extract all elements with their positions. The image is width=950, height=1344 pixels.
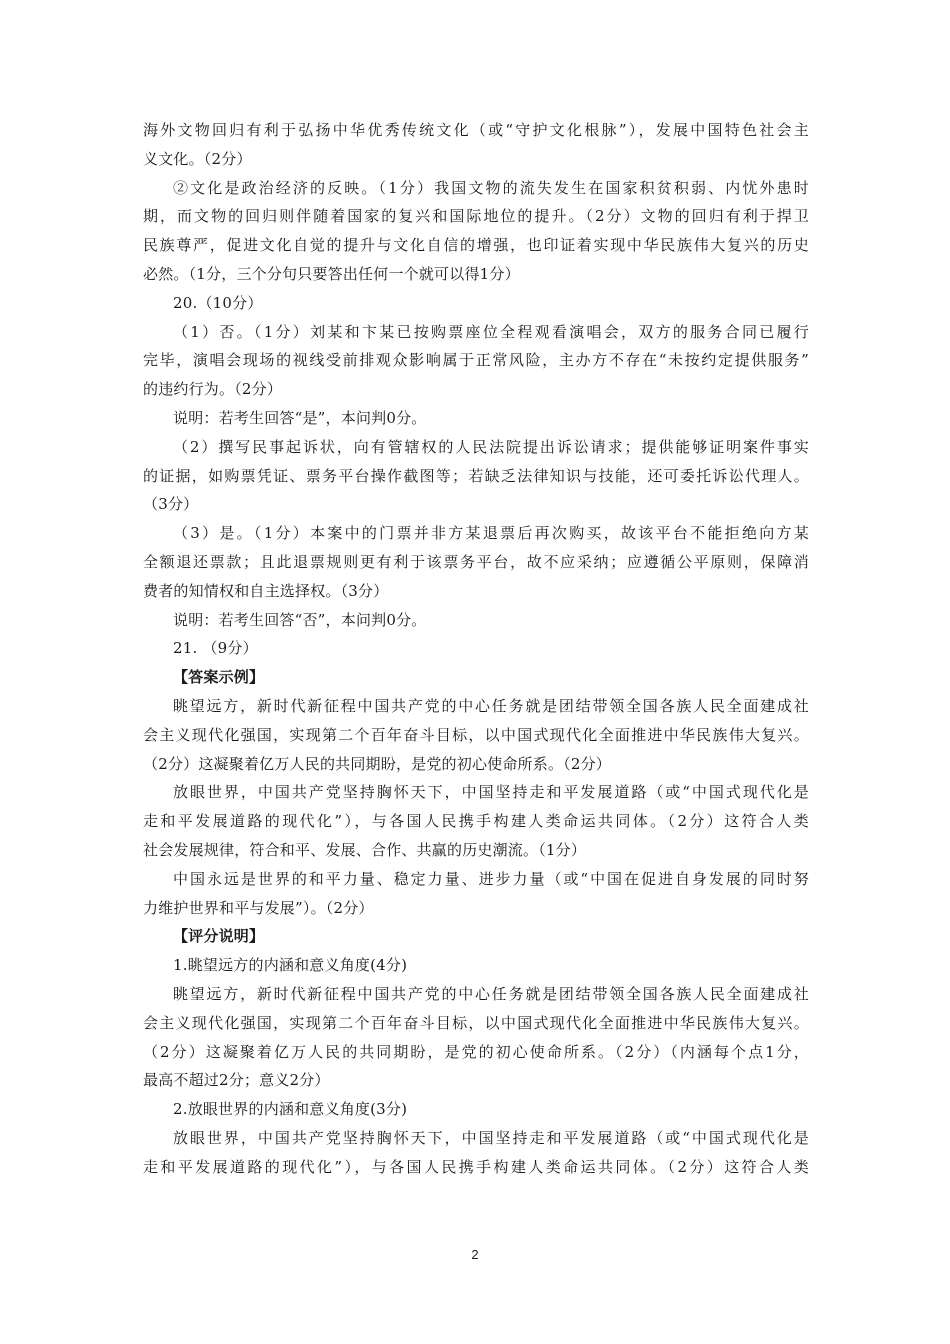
text-line: 民族尊严，促进文化自觉的提升与文化自信的增强，也印证着实现中华民族伟大复兴的历史: [143, 236, 809, 255]
text-line: （3分）: [143, 495, 199, 514]
text-line: 放眼世界，中国共产党坚持胸怀天下，中国坚持走和平发展道路（或“中国式现代化是: [173, 783, 809, 802]
text-line: 义文化。（2分）: [143, 149, 252, 168]
text-line: 中国永远是世界的和平力量、稳定力量、进步力量（或“中国在促进自身发展的同时努: [173, 869, 809, 888]
note-line: 说明：若考生回答“否”，本问判0分。: [173, 610, 427, 629]
text-line: 期，而文物的回归则伴随着国家的复兴和国际地位的提升。（2分）文物的回归有利于捍卫: [143, 207, 809, 226]
text-line: ②文化是政治经济的反映。（1分）我国文物的流失发生在国家积贫积弱、内忧外患时: [173, 178, 809, 197]
text-line: （2分）这凝聚着亿万人民的共同期盼，是党的初心使命所系。（2分）（内涵每个点1分，: [143, 1042, 809, 1061]
text-line: 会主义现代化强国，实现第二个百年奋斗目标，以中国式现代化全面推进中华民族伟大复兴。: [143, 725, 809, 744]
section-heading-scoring-notes: 【评分说明】: [173, 927, 265, 946]
section-heading-answer-example: 【答案示例】: [173, 668, 265, 687]
text-line: 全额退还票款；且此退票规则更有利于该票务平台，故不应采纳；应遵循公平原则，保障消: [143, 552, 809, 571]
text-line: 走和平发展道路的现代化”），与各国人民携手构建人类命运共同体。（2分）这符合人类: [143, 1157, 809, 1176]
text-line: （1）否。（1分）刘某和卞某已按购票座位全程观看演唱会，双方的服务合同已履行: [173, 322, 809, 341]
text-line: 的证据，如购票凭证、票务平台操作截图等；若缺乏法律知识与技能，还可委托诉讼代理人。: [143, 466, 809, 485]
page-number: 2: [471, 1247, 479, 1262]
text-line: 放眼世界，中国共产党坚持胸怀天下，中国坚持走和平发展道路（或“中国式现代化是: [173, 1128, 809, 1147]
text-line: 走和平发展道路的现代化”），与各国人民携手构建人类命运共同体。（2分）这符合人类: [143, 812, 809, 831]
note-line: 说明：若考生回答“是”，本问判0分。: [173, 408, 427, 427]
document-body: [143, 116, 809, 1181]
text-line: （3）是。（1分）本案中的门票并非方某退票后再次购买，故该平台不能拒绝向方某: [173, 524, 809, 543]
text-line: 力维护世界和平与发展”）。（2分）: [143, 898, 374, 917]
text-line: （2）撰写民事起诉状，向有管辖权的人民法院提出诉讼请求；提供能够证明案件事实: [173, 437, 809, 456]
text-line: 眺望远方，新时代新征程中国共产党的中心任务就是团结带领全国各族人民全面建成社: [173, 696, 809, 715]
text-line: 2.放眼世界的内涵和意义角度(3分): [173, 1100, 408, 1119]
text-line: （2分）这凝聚着亿万人民的共同期盼，是党的初心使命所系。（2分）: [143, 754, 611, 773]
text-line: 最高不超过2分；意义2分）: [143, 1071, 330, 1090]
text-line: 会主义现代化强国，实现第二个百年奋斗目标，以中国式现代化全面推进中华民族伟大复兴。: [143, 1013, 809, 1032]
text-line: 海外文物回归有利于弘扬中华优秀传统文化（或“守护文化根脉”），发展中国特色社会主: [143, 121, 809, 139]
text-line: 的违约行为。（2分）: [143, 380, 283, 399]
question-number: 20.（10分）: [173, 293, 263, 312]
text-line: 社会发展规律，符合和平、发展、合作、共赢的历史潮流。（1分）: [143, 840, 587, 859]
text-line: 眺望远方，新时代新征程中国共产党的中心任务就是团结带领全国各族人民全面建成社: [173, 984, 809, 1003]
text-line: 完毕，演唱会现场的视线受前排观众影响属于正常风险，主办方不存在“未按约定提供服务”: [143, 351, 809, 370]
question-number: 21. （9分）: [173, 639, 258, 658]
text-line: 必然。（1分，三个分句只要答出任何一个就可以得1分）: [143, 264, 520, 283]
text-line: 1.眺望远方的内涵和意义角度(4分): [173, 956, 408, 975]
text-line: 费者的知情权和自主选择权。（3分）: [143, 581, 389, 600]
